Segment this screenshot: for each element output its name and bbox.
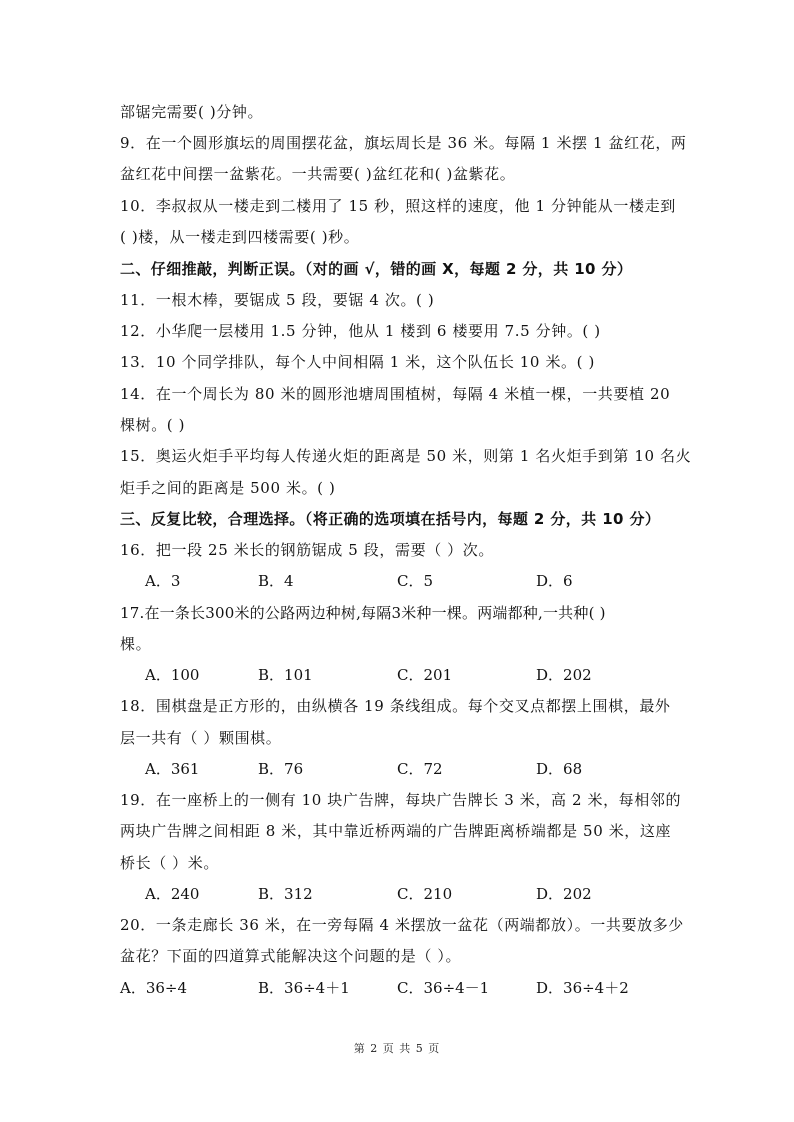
q17-option-c: C．201 [397,666,453,684]
question-19-line1: 19．在一座桥上的一侧有 10 块广告牌，每块广告牌长 3 米，高 2 米，每相邻的 [120,791,682,809]
question-17-line1: 17.在一条长300米的公路两边种树,每隔3米种一棵。两端都种,一共种( ) [120,604,606,622]
question-20-line2: 盆花？下面的四道算式能解决这个问题的是（ ）。 [120,947,462,965]
q9-line2: 盆红花中间摆一盆紫花。一共需要( )盆红花和( )盆紫花。 [120,165,516,183]
q17-option-d: D．202 [536,666,592,684]
question-14-line2: 棵树。( ) [120,416,186,434]
q19-option-d: D．202 [536,885,592,903]
q19-option-a: A．240 [145,885,200,903]
q10-line1: 10．李叔叔从一楼走到二楼用了 15 秒，照这样的速度，他 1 分钟能从一楼走到 [120,197,676,215]
question-18-line2: 层一共有（ ）颗围棋。 [120,729,282,747]
question-11: 11．一根木棒，要锯成 5 段，要锯 4 次。( ) [120,291,435,309]
q17-option-b: B．101 [258,666,313,684]
q18-option-d: D．68 [536,760,583,778]
question-19-line2: 两块广告牌之间相距 8 米，其中靠近桥两端的广告牌距离桥端都是 50 米，这座 [120,822,672,840]
q10-line2: ( )楼，从一楼走到四楼需要( )秒。 [120,228,360,246]
q18-option-b: B．76 [258,760,304,778]
q19-option-c: C．210 [397,885,453,903]
q18-option-c: C．72 [397,760,443,778]
q20-option-c: C．36÷4－1 [397,979,490,997]
section-3-heading: 三、反复比较，合理选择。（将正确的选项填在括号内，每题 2 分，共 10 分） [120,510,661,528]
question-17-line2: 棵。 [120,635,152,653]
q16-option-b: B．4 [258,572,294,590]
q20-option-b: B．36÷4＋1 [258,979,350,997]
question-15-line1: 15．奥运火炬手平均每人传递火炬的距离是 50 米，则第 1 名火炬手到第 10 名火 [120,447,692,465]
question-13: 13．10 个同学排队，每个人中间相隔 1 米，这个队伍长 10 米。( ) [120,353,595,371]
q20-option-d: D．36÷4＋2 [536,979,629,997]
q8-continuation: 部锯完需要( )分钟。 [120,103,264,121]
section-2-heading: 二、仔细推敲，判断正误。（对的画 √，错的画 X，每题 2 分，共 10 分） [120,260,633,278]
question-14-line1: 14．在一个周长为 80 米的圆形池塘周围植树，每隔 4 米植一棵，一共要植 20 [120,385,671,403]
question-19-line3: 桥长（ ）米。 [120,854,219,872]
question-20-line1: 20．一条走廊长 36 米，在一旁每隔 4 米摆放一盆花（两端都放）。一共要放多少 [120,916,684,934]
q20-option-a: A．36÷4 [120,979,188,997]
page-footer: 第 2 页 共 5 页 [353,1042,441,1055]
q16-option-d: D．6 [536,572,573,590]
question-18-line1: 18．围棋盘是正方形的，由纵横各 19 条线组成。每个交叉点都摆上围棋，最外 [120,697,671,715]
q16-option-c: C．5 [397,572,434,590]
question-16: 16．把一段 25 米长的钢筋锯成 5 段，需要（ ）次。 [120,541,494,559]
q18-option-a: A．361 [145,760,200,778]
q9-line1: 9．在一个圆形旗坛的周围摆花盆，旗坛周长是 36 米。每隔 1 米摆 1 盆红花，两 [120,134,687,152]
question-12: 12．小华爬一层楼用 1.5 分钟，他从 1 楼到 6 楼要用 7.5 分钟。( ) [120,322,601,340]
q19-option-b: B．312 [258,885,313,903]
q17-option-a: A．100 [145,666,200,684]
question-15-line2: 炬手之间的距离是 500 米。( ) [120,479,336,497]
q16-option-a: A．3 [145,572,181,590]
